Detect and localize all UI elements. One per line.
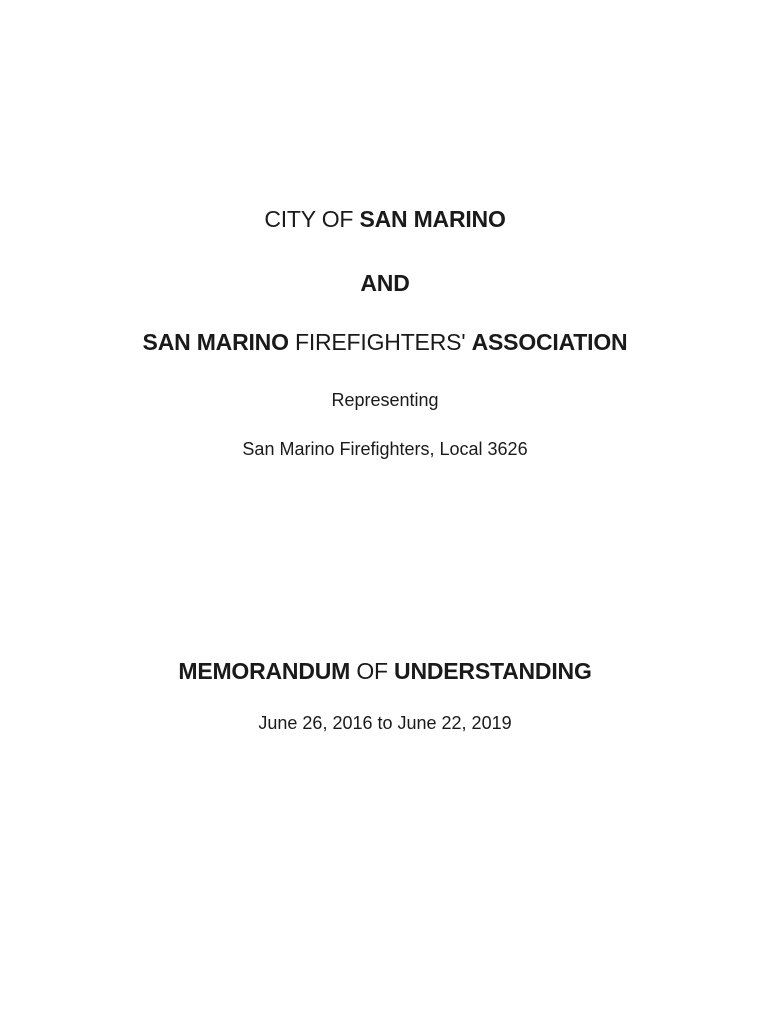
title-and: AND [360,270,410,296]
title-association-city: SAN MARINO [142,329,289,355]
term-dates: June 26, 2016 to June 22, 2019 [258,713,512,733]
document-type-word1: MEMORANDUM [178,658,351,684]
title-association-word: ASSOCIATION [471,329,628,355]
title-association-line [0,331,770,354]
title-city-name: SAN MARINO [359,206,506,232]
document-type-line [0,660,770,683]
document-type-of: OF [350,658,395,684]
representing-text: Representing [331,390,439,410]
title-association-middle: FIREFIGHTERS' [288,329,472,355]
local-union-text: San Marino Firefighters, Local 3626 [242,439,528,459]
title-city-line [0,208,770,231]
title-city-prefix: CITY OF [264,206,360,232]
document-type-word2: UNDERSTANDING [394,658,592,684]
